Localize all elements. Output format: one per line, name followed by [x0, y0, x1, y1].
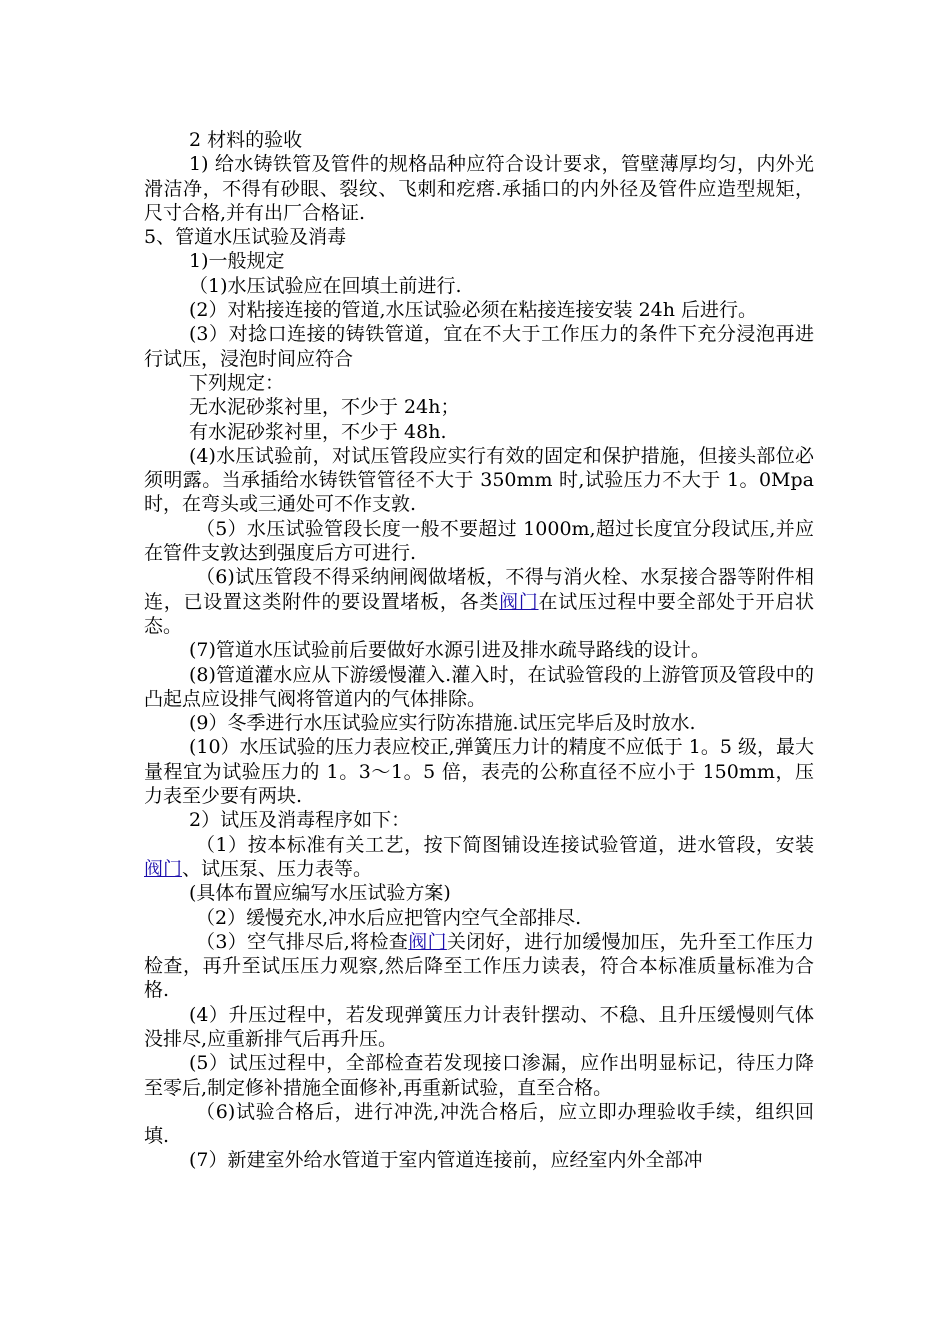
paragraph-text: (5）试压过程中，全部检查若发现接口渗漏，应作出明显标记，待压力降至零后,制定修补措施全面修补,再重新试验，直至合格。: [144, 1052, 814, 1099]
paragraph: [144, 1100, 814, 1149]
paragraph-text: （2）缓慢充水,冲水后应把管内空气全部排尽.: [196, 906, 582, 929]
paragraph-text: （6)试压管段不得采纳闸阀做堵板，不得与消火栓、水泵接合器等附件相连，已设置这类附件的要设置堵板，各类: [144, 566, 814, 613]
paragraph-text: (具体布置应编写水压试验方案): [189, 882, 451, 905]
paragraph: [144, 881, 814, 905]
paragraph-text: (9）冬季进行水压试验应实行防冻措施.试压完毕后及时放水.: [189, 712, 696, 735]
paragraph-text: （6)试验合格后，进行冲洗,冲洗合格后，应立即办理验收手续，组织回填.: [144, 1100, 814, 1148]
paragraph-text: （1)水压试验应在回填土前进行.: [189, 274, 462, 297]
paragraph: [144, 371, 814, 395]
paragraph: [144, 638, 814, 662]
paragraph-text: (2）对粘接连接的管道,水压试验必须在粘接连接安装 24h 后进行。: [189, 299, 758, 322]
paragraph: [144, 128, 814, 152]
paragraph-text: (4)水压试验前，对试压管段应实行有效的固定和保护措施，但接头部位必须明露。当承插给水铸铁管管径不大于 350mm 时,试验压力不大于 1。0Mpa 时，在弯头或三通处可不作支敦.: [144, 444, 814, 516]
paragraph: [144, 444, 814, 517]
paragraph-text: 有水泥砂浆衬里，不少于 48h.: [189, 420, 447, 443]
paragraph-text: （3）空气排尽后,将检查: [196, 930, 409, 953]
paragraph-text: (7)管道水压试验前后要做好水源引进及排水疏导路线的设计。: [189, 639, 710, 662]
valve-link[interactable]: 阀门: [408, 930, 447, 953]
paragraph: [144, 274, 814, 298]
paragraph-text: (4）升压过程中，若发现弹簧压力计表针摆动、不稳、且升压缓慢则气体没排尽,应重新排气后再升压。: [144, 1003, 814, 1050]
paragraph: [144, 225, 814, 249]
document-body: [144, 128, 814, 1173]
paragraph-text: （5）水压试验管段长度一般不要超过 1000m,超过长度宜分段试压,并应在管件支敦达到强度后方可进行.: [144, 517, 814, 565]
paragraph-text: (3）对捻口连接的铸铁管道，宜在不大于工作压力的条件下充分浸泡再进行试压，浸泡时间应符合: [144, 323, 814, 370]
paragraph: [144, 663, 814, 712]
paragraph-text: (10）水压试验的压力表应校正,弹簧压力计的精度不应低于 1。5 级，最大量程宜为试验压力的 1。3～1。5 倍，表壳的公称直径不应小于 150mm，压力表至少要有两块.: [144, 736, 814, 808]
paragraph-text: 5、管道水压试验及消毒: [144, 226, 347, 249]
paragraph: [144, 152, 814, 225]
paragraph-text: 1) 给水铸铁管及管件的规格品种应符合设计要求，管壁薄厚均匀，内外光滑洁净，不得有砂眼、裂纹、飞刺和疙瘩.承插口的内外径及管件应造型规矩，尺寸合格,并有出厂合格证.: [144, 153, 814, 224]
paragraph-text: 在试压过程中要全部处于开启状态。: [144, 590, 814, 637]
paragraph: [144, 420, 814, 444]
paragraph: [144, 517, 814, 566]
paragraph: [144, 322, 814, 371]
paragraph-text: 、试压泵、压力表等。: [182, 857, 373, 880]
paragraph: [144, 395, 814, 419]
paragraph-text: (7）新建室外给水管道于室内管道连接前，应经室内外全部冲: [189, 1149, 703, 1172]
paragraph: [144, 906, 814, 930]
paragraph-text: 2 材料的验收: [189, 129, 303, 151]
paragraph-text: （1）按本标准有关工艺，按下简图铺设连接试验管道，进水管段，安装: [196, 833, 814, 856]
paragraph-text: 1)一般规定: [189, 250, 285, 273]
paragraph: [144, 735, 814, 808]
valve-link[interactable]: 阀门: [499, 590, 539, 613]
paragraph-text: 无水泥砂浆衬里，不少于 24h；: [189, 396, 460, 419]
paragraph: [144, 1051, 814, 1100]
paragraph: [144, 711, 814, 735]
paragraph: [144, 833, 814, 882]
paragraph: [144, 565, 814, 638]
paragraph: [144, 1148, 814, 1172]
valve-link[interactable]: 阀门: [144, 857, 183, 880]
paragraph: [144, 298, 814, 322]
paragraph-text: 关闭好，进行加缓慢加压，先升至工作压力检查，再升至试压压力观察,然后降至工作压力读表，符合本标准质量标准为合格.: [144, 930, 814, 1002]
paragraph: [144, 930, 814, 1003]
paragraph: [144, 249, 814, 273]
paragraph-text: 2）试压及消毒程序如下：: [189, 809, 411, 832]
paragraph: [144, 1003, 814, 1052]
paragraph-text: (8)管道灌水应从下游缓慢灌入.灌入时，在试验管段的上游管顶及管段中的凸起点应设排气阀将管道内的气体排除。: [144, 663, 814, 710]
paragraph: [144, 808, 814, 832]
paragraph-text: 下列规定：: [189, 371, 285, 394]
